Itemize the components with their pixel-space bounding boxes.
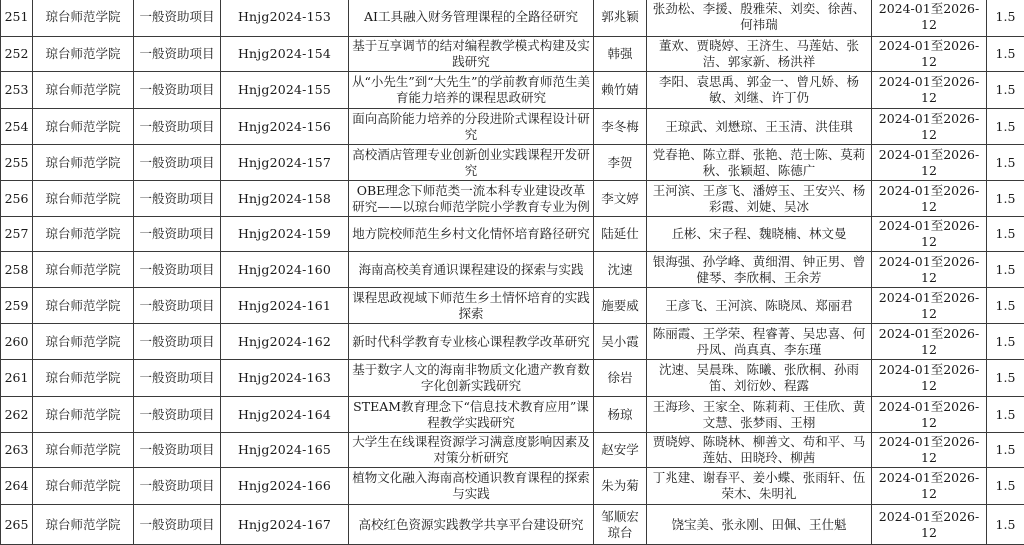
project-type: 一般资助项目	[134, 360, 221, 397]
project-period: 2024-01至2026-12	[872, 181, 987, 217]
project-fund: 1.5	[987, 252, 1024, 288]
row-number: 258	[1, 252, 33, 288]
school-name: 琼台师范学院	[33, 37, 134, 72]
row-number: 251	[1, 0, 33, 37]
project-code: Hnjg2024-160	[221, 252, 349, 288]
project-leader: 李冬梅	[594, 109, 647, 145]
project-leader: 施要威	[594, 288, 647, 324]
project-leader: 李文婷	[594, 181, 647, 217]
project-fund: 1.5	[987, 37, 1024, 72]
project-type: 一般资助项目	[134, 145, 221, 181]
school-name: 琼台师范学院	[33, 324, 134, 360]
project-fund: 1.5	[987, 468, 1024, 505]
project-code: Hnjg2024-165	[221, 433, 349, 468]
project-leader: 朱为菊	[594, 468, 647, 505]
table-row	[1, 324, 1024, 360]
project-type: 一般资助项目	[134, 468, 221, 505]
row-number: 263	[1, 433, 33, 468]
project-title: AI工具融入财务管理课程的全路径研究	[349, 0, 594, 37]
row-number: 262	[1, 397, 33, 433]
project-type: 一般资助项目	[134, 37, 221, 72]
row-number: 253	[1, 72, 33, 109]
project-type: 一般资助项目	[134, 0, 221, 37]
table-row	[1, 37, 1024, 72]
project-members: 李阳、袁思禹、郭金一、曾凡娇、杨敏、刘继、许丁仍	[647, 72, 872, 109]
row-number: 260	[1, 324, 33, 360]
project-title: 基于数字人文的海南非物质文化遗产教育数字化创新实践研究	[349, 360, 594, 397]
project-fund: 1.5	[987, 360, 1024, 397]
project-members: 贾晓婷、陈晓林、柳善文、苟和平、马莲姑、田晓玲、柳茜	[647, 433, 872, 468]
project-code: Hnjg2024-159	[221, 217, 349, 252]
project-members: 银海强、孙学峰、黄细渭、钟正男、曾健琴、李欣桐、王余芳	[647, 252, 872, 288]
school-name: 琼台师范学院	[33, 468, 134, 505]
row-number: 256	[1, 181, 33, 217]
project-code: Hnjg2024-154	[221, 37, 349, 72]
project-title: 植物文化融入海南高校通识教育课程的探索与实践	[349, 468, 594, 505]
project-code: Hnjg2024-163	[221, 360, 349, 397]
project-members: 王彦飞、王河滨、陈晓凤、郑丽君	[647, 288, 872, 324]
project-title: OBE理念下师范类一流本科专业建设改革研究——以琼台师范学院小学教育专业为例	[349, 181, 594, 217]
project-type: 一般资助项目	[134, 252, 221, 288]
table-row	[1, 217, 1024, 252]
project-fund: 1.5	[987, 72, 1024, 109]
project-period: 2024-01至2026-12	[872, 360, 987, 397]
project-title: STEAM教育理念下“信息技术教育应用”课程教学实践研究	[349, 397, 594, 433]
project-title: 面向高阶能力培养的分段进阶式课程设计研究	[349, 109, 594, 145]
table-row	[1, 505, 1024, 545]
table-row	[1, 0, 1024, 37]
project-leader: 赵安学	[594, 433, 647, 468]
row-number: 264	[1, 468, 33, 505]
row-number: 259	[1, 288, 33, 324]
project-type: 一般资助项目	[134, 181, 221, 217]
row-number: 265	[1, 505, 33, 545]
project-period: 2024-01至2026-12	[872, 37, 987, 72]
project-period: 2024-01至2026-12	[872, 0, 987, 37]
project-table-body	[1, 0, 1024, 545]
project-fund: 1.5	[987, 288, 1024, 324]
table-row	[1, 181, 1024, 217]
project-leader: 韩强	[594, 37, 647, 72]
table-row	[1, 360, 1024, 397]
project-members: 陈丽霞、王学荣、程睿菁、吴忠喜、何丹凤、尚真真、李东瑾	[647, 324, 872, 360]
school-name: 琼台师范学院	[33, 217, 134, 252]
project-members: 王河滨、王彦飞、潘婷玉、王安兴、杨彩霞、刘婕、吴冰	[647, 181, 872, 217]
project-members: 王海珍、王家全、陈莉莉、王佳欣、黄文慧、张梦雨、王栩	[647, 397, 872, 433]
row-number: 261	[1, 360, 33, 397]
project-leader: 沈速	[594, 252, 647, 288]
school-name: 琼台师范学院	[33, 145, 134, 181]
project-period: 2024-01至2026-12	[872, 252, 987, 288]
project-title: 高校红色资源实践教学共享平台建设研究	[349, 505, 594, 545]
school-name: 琼台师范学院	[33, 288, 134, 324]
project-leader: 郭兆颖	[594, 0, 647, 37]
project-members: 王琼武、刘懋琼、王玉清、洪佳琪	[647, 109, 872, 145]
school-name: 琼台师范学院	[33, 109, 134, 145]
row-number: 257	[1, 217, 33, 252]
project-period: 2024-01至2026-12	[872, 145, 987, 181]
project-code: Hnjg2024-155	[221, 72, 349, 109]
row-number: 254	[1, 109, 33, 145]
project-type: 一般资助项目	[134, 109, 221, 145]
project-period: 2024-01至2026-12	[872, 505, 987, 545]
project-code: Hnjg2024-166	[221, 468, 349, 505]
project-period: 2024-01至2026-12	[872, 433, 987, 468]
project-title: 新时代科学教育专业核心课程教学改革研究	[349, 324, 594, 360]
school-name: 琼台师范学院	[33, 72, 134, 109]
project-code: Hnjg2024-158	[221, 181, 349, 217]
project-type: 一般资助项目	[134, 288, 221, 324]
school-name: 琼台师范学院	[33, 433, 134, 468]
project-title: 地方院校师范生乡村文化情怀培育路径研究	[349, 217, 594, 252]
project-period: 2024-01至2026-12	[872, 72, 987, 109]
project-fund: 1.5	[987, 324, 1024, 360]
project-fund: 1.5	[987, 433, 1024, 468]
project-fund: 1.5	[987, 397, 1024, 433]
row-number: 255	[1, 145, 33, 181]
school-name: 琼台师范学院	[33, 360, 134, 397]
table-row	[1, 433, 1024, 468]
project-title: 高校酒店管理专业创新创业实践课程开发研究	[349, 145, 594, 181]
table-row	[1, 109, 1024, 145]
project-leader: 徐岩	[594, 360, 647, 397]
project-code: Hnjg2024-164	[221, 397, 349, 433]
project-type: 一般资助项目	[134, 433, 221, 468]
project-type: 一般资助项目	[134, 505, 221, 545]
project-members: 丘彬、宋子程、魏晓楠、林文曼	[647, 217, 872, 252]
project-period: 2024-01至2026-12	[872, 109, 987, 145]
project-title: 从“小先生”到“大先生”的学前教育师范生美育能力培养的课程思政研究	[349, 72, 594, 109]
project-code: Hnjg2024-162	[221, 324, 349, 360]
project-leader: 陆延仕	[594, 217, 647, 252]
project-title: 基于互享调节的结对编程教学模式构建及实践研究	[349, 37, 594, 72]
project-type: 一般资助项目	[134, 397, 221, 433]
table-row	[1, 397, 1024, 433]
project-members: 沈速、吴晨珠、陈曦、张欣桐、孙雨笛、刘衍妙、程露	[647, 360, 872, 397]
project-members: 张劲松、李援、殷雅荣、刘奕、徐茜、何祎瑞	[647, 0, 872, 37]
table-row	[1, 252, 1024, 288]
project-fund: 1.5	[987, 145, 1024, 181]
project-leader: 杨琼	[594, 397, 647, 433]
project-members: 董欢、贾晓婷、王济生、马莲姑、张洁、郭家新、杨洪祥	[647, 37, 872, 72]
school-name: 琼台师范学院	[33, 505, 134, 545]
project-leader: 邹顺宏 琼台	[594, 505, 647, 545]
table-row	[1, 468, 1024, 505]
project-fund: 1.5	[987, 505, 1024, 545]
project-leader: 赖竹婧	[594, 72, 647, 109]
project-period: 2024-01至2026-12	[872, 288, 987, 324]
table-row	[1, 288, 1024, 324]
project-fund: 1.5	[987, 0, 1024, 37]
row-number: 252	[1, 37, 33, 72]
project-leader: 吴小霞	[594, 324, 647, 360]
table-row	[1, 145, 1024, 181]
school-name: 琼台师范学院	[33, 181, 134, 217]
project-period: 2024-01至2026-12	[872, 468, 987, 505]
project-fund: 1.5	[987, 181, 1024, 217]
project-code: Hnjg2024-157	[221, 145, 349, 181]
project-members: 党春艳、陈立群、张艳、范士陈、莫莉秋、张颖超、陈德广	[647, 145, 872, 181]
project-code: Hnjg2024-156	[221, 109, 349, 145]
project-leader: 李贺	[594, 145, 647, 181]
project-code: Hnjg2024-153	[221, 0, 349, 37]
project-code: Hnjg2024-167	[221, 505, 349, 545]
project-type: 一般资助项目	[134, 217, 221, 252]
project-fund: 1.5	[987, 109, 1024, 145]
project-period: 2024-01至2026-12	[872, 324, 987, 360]
school-name: 琼台师范学院	[33, 397, 134, 433]
project-period: 2024-01至2026-12	[872, 217, 987, 252]
project-type: 一般资助项目	[134, 324, 221, 360]
project-code: Hnjg2024-161	[221, 288, 349, 324]
project-title: 海南高校美育通识课程建设的探索与实践	[349, 252, 594, 288]
school-name: 琼台师范学院	[33, 0, 134, 37]
project-fund: 1.5	[987, 217, 1024, 252]
school-name: 琼台师范学院	[33, 252, 134, 288]
project-members: 饶宝美、张永刚、田佩、王仕魁	[647, 505, 872, 545]
project-title: 课程思政视域下师范生乡土情怀培育的实践探索	[349, 288, 594, 324]
project-type: 一般资助项目	[134, 72, 221, 109]
project-period: 2024-01至2026-12	[872, 397, 987, 433]
project-members: 丁兆建、谢春平、姜小蝶、张雨轩、伍荣木、朱明礼	[647, 468, 872, 505]
table-row	[1, 72, 1024, 109]
project-title: 大学生在线课程资源学习满意度影响因素及对策分析研究	[349, 433, 594, 468]
